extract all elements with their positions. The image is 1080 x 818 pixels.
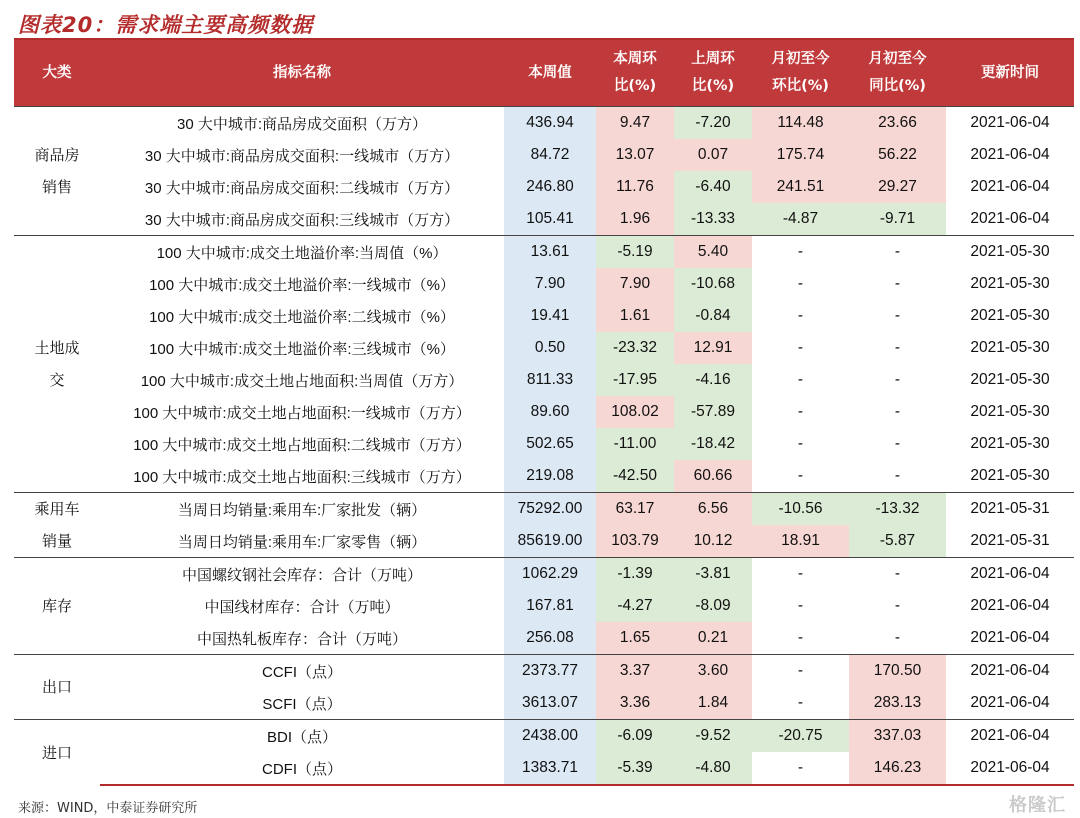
table-row: [14, 687, 1074, 720]
mtd-yoy: -: [894, 307, 901, 324]
mtd-yoy: 56.22: [849, 139, 946, 171]
mtd-yoy: 23.66: [849, 107, 946, 140]
update-date: 2021-06-04: [946, 752, 1074, 785]
table-row: [14, 525, 1074, 558]
mtd-mom: -: [797, 597, 804, 614]
table-row: [14, 236, 1074, 269]
mtd-mom: -: [797, 275, 804, 292]
indicator-name: 中国热轧板库存：合计（万吨）: [196, 630, 407, 648]
wow-change: 1.65: [596, 622, 674, 655]
last-week-change: -3.81: [674, 558, 752, 591]
header-indicator: 指标名称: [100, 40, 504, 107]
mtd-mom: -20.75: [752, 720, 849, 753]
category-export: 出口: [14, 655, 100, 720]
table-row: [14, 364, 1074, 396]
mtd-mom: -: [752, 558, 849, 591]
mtd-mom: -: [797, 435, 804, 452]
mtd-yoy: 29.27: [849, 171, 946, 203]
indicator-name: CDFI（点）: [100, 752, 504, 785]
update-date: 2021-05-30: [970, 435, 1050, 452]
header-last-week: 上周环 比(%): [674, 40, 752, 107]
mtd-yoy: -: [894, 339, 901, 356]
mtd-yoy: 146.23: [849, 752, 946, 785]
indicator-name: 中国线材库存：合计（万吨）: [204, 598, 400, 616]
indicator-name: BDI（点）: [100, 720, 504, 753]
indicator-name: 中国螺纹钢社会库存：合计（万吨）: [100, 558, 504, 591]
update-date: 2021-05-30: [970, 339, 1050, 356]
mtd-yoy: 337.03: [849, 720, 946, 753]
last-week-change: 6.56: [674, 493, 752, 526]
mtd-mom: 18.91: [752, 525, 849, 558]
mtd-mom: -: [797, 307, 804, 324]
current-value: 1383.71: [504, 752, 596, 785]
wow-change: 1.61: [596, 300, 674, 332]
mtd-yoy: -: [849, 558, 946, 591]
wow-change: 63.17: [596, 493, 674, 526]
table-row: [14, 203, 1074, 236]
last-week-change: -10.68: [674, 268, 752, 300]
wow-change: 3.36: [596, 687, 674, 720]
update-date: 2021-05-30: [970, 403, 1050, 420]
table-row: [14, 493, 1074, 526]
mtd-yoy: 283.13: [849, 687, 946, 720]
mtd-mom: -: [797, 403, 804, 420]
wow-change: -5.19: [596, 236, 674, 269]
update-date: 2021-05-31: [970, 532, 1050, 549]
indicator-name: 100 大中城市:成交土地溢价率:二线城市（%）: [149, 308, 455, 326]
indicator-name: 100 大中城市:成交土地占地面积:一线城市（万方）: [133, 404, 471, 422]
current-value: 256.08: [504, 622, 596, 655]
current-value: 0.50: [504, 332, 596, 364]
mtd-mom: -: [797, 694, 804, 711]
mtd-yoy: -: [894, 467, 901, 484]
chart-title: 图表20：需求端主要高频数据: [18, 13, 314, 37]
wow-change: -4.27: [596, 590, 674, 622]
current-value: 2438.00: [504, 720, 596, 753]
update-date: 2021-06-04: [970, 210, 1050, 227]
mtd-mom: -: [752, 236, 849, 269]
indicator-name: 当周日均销量:乘用车:厂家零售（辆）: [177, 533, 427, 551]
update-date: 2021-05-30: [970, 275, 1050, 292]
indicator-name: 30 大中城市:商品房成交面积:二线城市（万方）: [144, 179, 460, 197]
table-row: [14, 622, 1074, 655]
indicator-name: SCFI（点）: [262, 695, 342, 713]
last-week-change: 10.12: [674, 525, 752, 558]
last-week-change: 0.07: [674, 139, 752, 171]
source-note: 来源：WIND，中泰证券研究所: [18, 801, 198, 816]
update-date: 2021-06-04: [970, 178, 1050, 195]
last-week-change: 12.91: [674, 332, 752, 364]
update-date: 2021-06-04: [970, 629, 1050, 646]
table-row: [14, 171, 1074, 203]
mtd-mom: -4.87: [752, 203, 849, 236]
indicator-name: 100 大中城市:成交土地占地面积:三线城市（万方）: [133, 468, 471, 486]
current-value: 502.65: [504, 428, 596, 460]
indicator-name: 100 大中城市:成交土地占地面积:二线城市（万方）: [133, 436, 471, 454]
mtd-yoy: -: [894, 275, 901, 292]
current-value: 3613.07: [504, 687, 596, 720]
mtd-mom: -: [797, 339, 804, 356]
table-row: [14, 107, 1074, 140]
update-date: 2021-05-30: [946, 236, 1074, 269]
mtd-mom: -: [797, 467, 804, 484]
current-value: 811.33: [504, 364, 596, 396]
last-week-change: 1.84: [674, 687, 752, 720]
mtd-mom: 114.48: [752, 107, 849, 140]
wow-change: -17.95: [596, 364, 674, 396]
current-value: 84.72: [504, 139, 596, 171]
indicator-name: 当周日均销量:乘用车:厂家批发（辆）: [100, 493, 504, 526]
last-week-change: 5.40: [674, 236, 752, 269]
last-week-change: -13.33: [674, 203, 752, 236]
mtd-yoy: -5.87: [849, 525, 946, 558]
last-week-change: -57.89: [674, 396, 752, 428]
current-value: 7.90: [504, 268, 596, 300]
table-row: [14, 428, 1074, 460]
mtd-yoy: -: [894, 629, 901, 646]
table-row: [14, 300, 1074, 332]
mtd-yoy: -: [894, 435, 901, 452]
mtd-mom: 175.74: [752, 139, 849, 171]
update-date: 2021-06-04: [946, 107, 1074, 140]
mtd-mom: 241.51: [752, 171, 849, 203]
current-value: 105.41: [504, 203, 596, 236]
current-value: 2373.77: [504, 655, 596, 688]
mtd-yoy: -9.71: [849, 203, 946, 236]
current-value: 85619.00: [504, 525, 596, 558]
wow-change: -5.39: [596, 752, 674, 785]
indicator-name: CCFI（点）: [100, 655, 504, 688]
category-housing: 商品房 销售: [14, 107, 100, 236]
wow-change: 3.37: [596, 655, 674, 688]
wow-change: -1.39: [596, 558, 674, 591]
last-week-change: 3.60: [674, 655, 752, 688]
indicator-name: 30 大中城市:商品房成交面积:一线城市（万方）: [144, 147, 460, 165]
update-date: 2021-06-04: [946, 655, 1074, 688]
last-week-change: -9.52: [674, 720, 752, 753]
mtd-mom: -: [752, 655, 849, 688]
current-value: 246.80: [504, 171, 596, 203]
update-date: 2021-05-31: [946, 493, 1074, 526]
wow-change: -23.32: [596, 332, 674, 364]
wow-change: 11.76: [596, 171, 674, 203]
category-land: 土地成 交: [14, 236, 100, 493]
header-row: [14, 40, 1074, 107]
last-week-change: -0.84: [674, 300, 752, 332]
header-mtd-yoy: 月初至今 同比(%): [849, 40, 946, 107]
indicator-name: 30 大中城市:商品房成交面积:三线城市（万方）: [144, 211, 460, 229]
wow-change: 1.96: [596, 203, 674, 236]
last-week-change: -4.80: [674, 752, 752, 785]
last-week-change: -18.42: [674, 428, 752, 460]
mtd-yoy: 170.50: [849, 655, 946, 688]
table-row: [14, 460, 1074, 493]
indicator-name: 100 大中城市:成交土地占地面积:当周值（万方）: [140, 372, 464, 390]
update-date: 2021-06-04: [970, 694, 1050, 711]
table-row: [14, 590, 1074, 622]
last-week-change: 0.21: [674, 622, 752, 655]
wow-change: 103.79: [596, 525, 674, 558]
header-category: 大类: [14, 40, 100, 107]
update-date: 2021-06-04: [946, 558, 1074, 591]
indicator-name: 100 大中城市:成交土地溢价率:当周值（%）: [100, 236, 504, 269]
mtd-mom: -: [797, 371, 804, 388]
current-value: 436.94: [504, 107, 596, 140]
update-date: 2021-05-30: [970, 467, 1050, 484]
last-week-change: -6.40: [674, 171, 752, 203]
header-mtd-mom: 月初至今 环比(%): [752, 40, 849, 107]
table-row: [14, 139, 1074, 171]
category-auto: 乘用车 销量: [14, 493, 100, 558]
table-row: [14, 720, 1074, 753]
mtd-yoy: -: [849, 236, 946, 269]
table-row: [14, 332, 1074, 364]
indicator-name: 100 大中城市:成交土地溢价率:三线城市（%）: [149, 340, 455, 358]
last-week-change: -4.16: [674, 364, 752, 396]
update-date: 2021-05-30: [970, 307, 1050, 324]
update-date: 2021-06-04: [970, 597, 1050, 614]
demand-data-table: [14, 40, 1074, 786]
wow-change: 13.07: [596, 139, 674, 171]
current-value: 89.60: [504, 396, 596, 428]
mtd-yoy: -: [894, 371, 901, 388]
current-value: 13.61: [504, 236, 596, 269]
table-row: [14, 396, 1074, 428]
mtd-mom: -: [752, 752, 849, 785]
table-row: [14, 655, 1074, 688]
category-import: 进口: [14, 720, 100, 786]
current-value: 75292.00: [504, 493, 596, 526]
header-value: 本周值: [504, 40, 596, 107]
wow-change: 9.47: [596, 107, 674, 140]
watermark-logo: 格隆汇: [1009, 795, 1066, 816]
update-date: 2021-06-04: [970, 146, 1050, 163]
update-date: 2021-06-04: [946, 720, 1074, 753]
current-value: 1062.29: [504, 558, 596, 591]
update-date: 2021-05-30: [970, 371, 1050, 388]
wow-change: 7.90: [596, 268, 674, 300]
category-inventory: 库存: [14, 558, 100, 655]
last-week-change: -7.20: [674, 107, 752, 140]
mtd-mom: -10.56: [752, 493, 849, 526]
wow-change: -6.09: [596, 720, 674, 753]
header-update-time: 更新时间: [946, 40, 1074, 107]
current-value: 219.08: [504, 460, 596, 493]
header-wow: 本周环 比(%): [596, 40, 674, 107]
last-week-change: -8.09: [674, 590, 752, 622]
indicator-name: 100 大中城市:成交土地溢价率:一线城市（%）: [149, 276, 455, 294]
indicator-name: 30 大中城市:商品房成交面积（万方）: [100, 107, 504, 140]
mtd-mom: -: [797, 629, 804, 646]
mtd-yoy: -: [894, 403, 901, 420]
last-week-change: 60.66: [674, 460, 752, 493]
table-row: [14, 752, 1074, 785]
table-row: [14, 558, 1074, 591]
wow-change: 108.02: [596, 396, 674, 428]
wow-change: -11.00: [596, 428, 674, 460]
wow-change: -42.50: [596, 460, 674, 493]
mtd-yoy: -13.32: [849, 493, 946, 526]
table-row: [14, 268, 1074, 300]
current-value: 19.41: [504, 300, 596, 332]
current-value: 167.81: [504, 590, 596, 622]
mtd-yoy: -: [894, 597, 901, 614]
